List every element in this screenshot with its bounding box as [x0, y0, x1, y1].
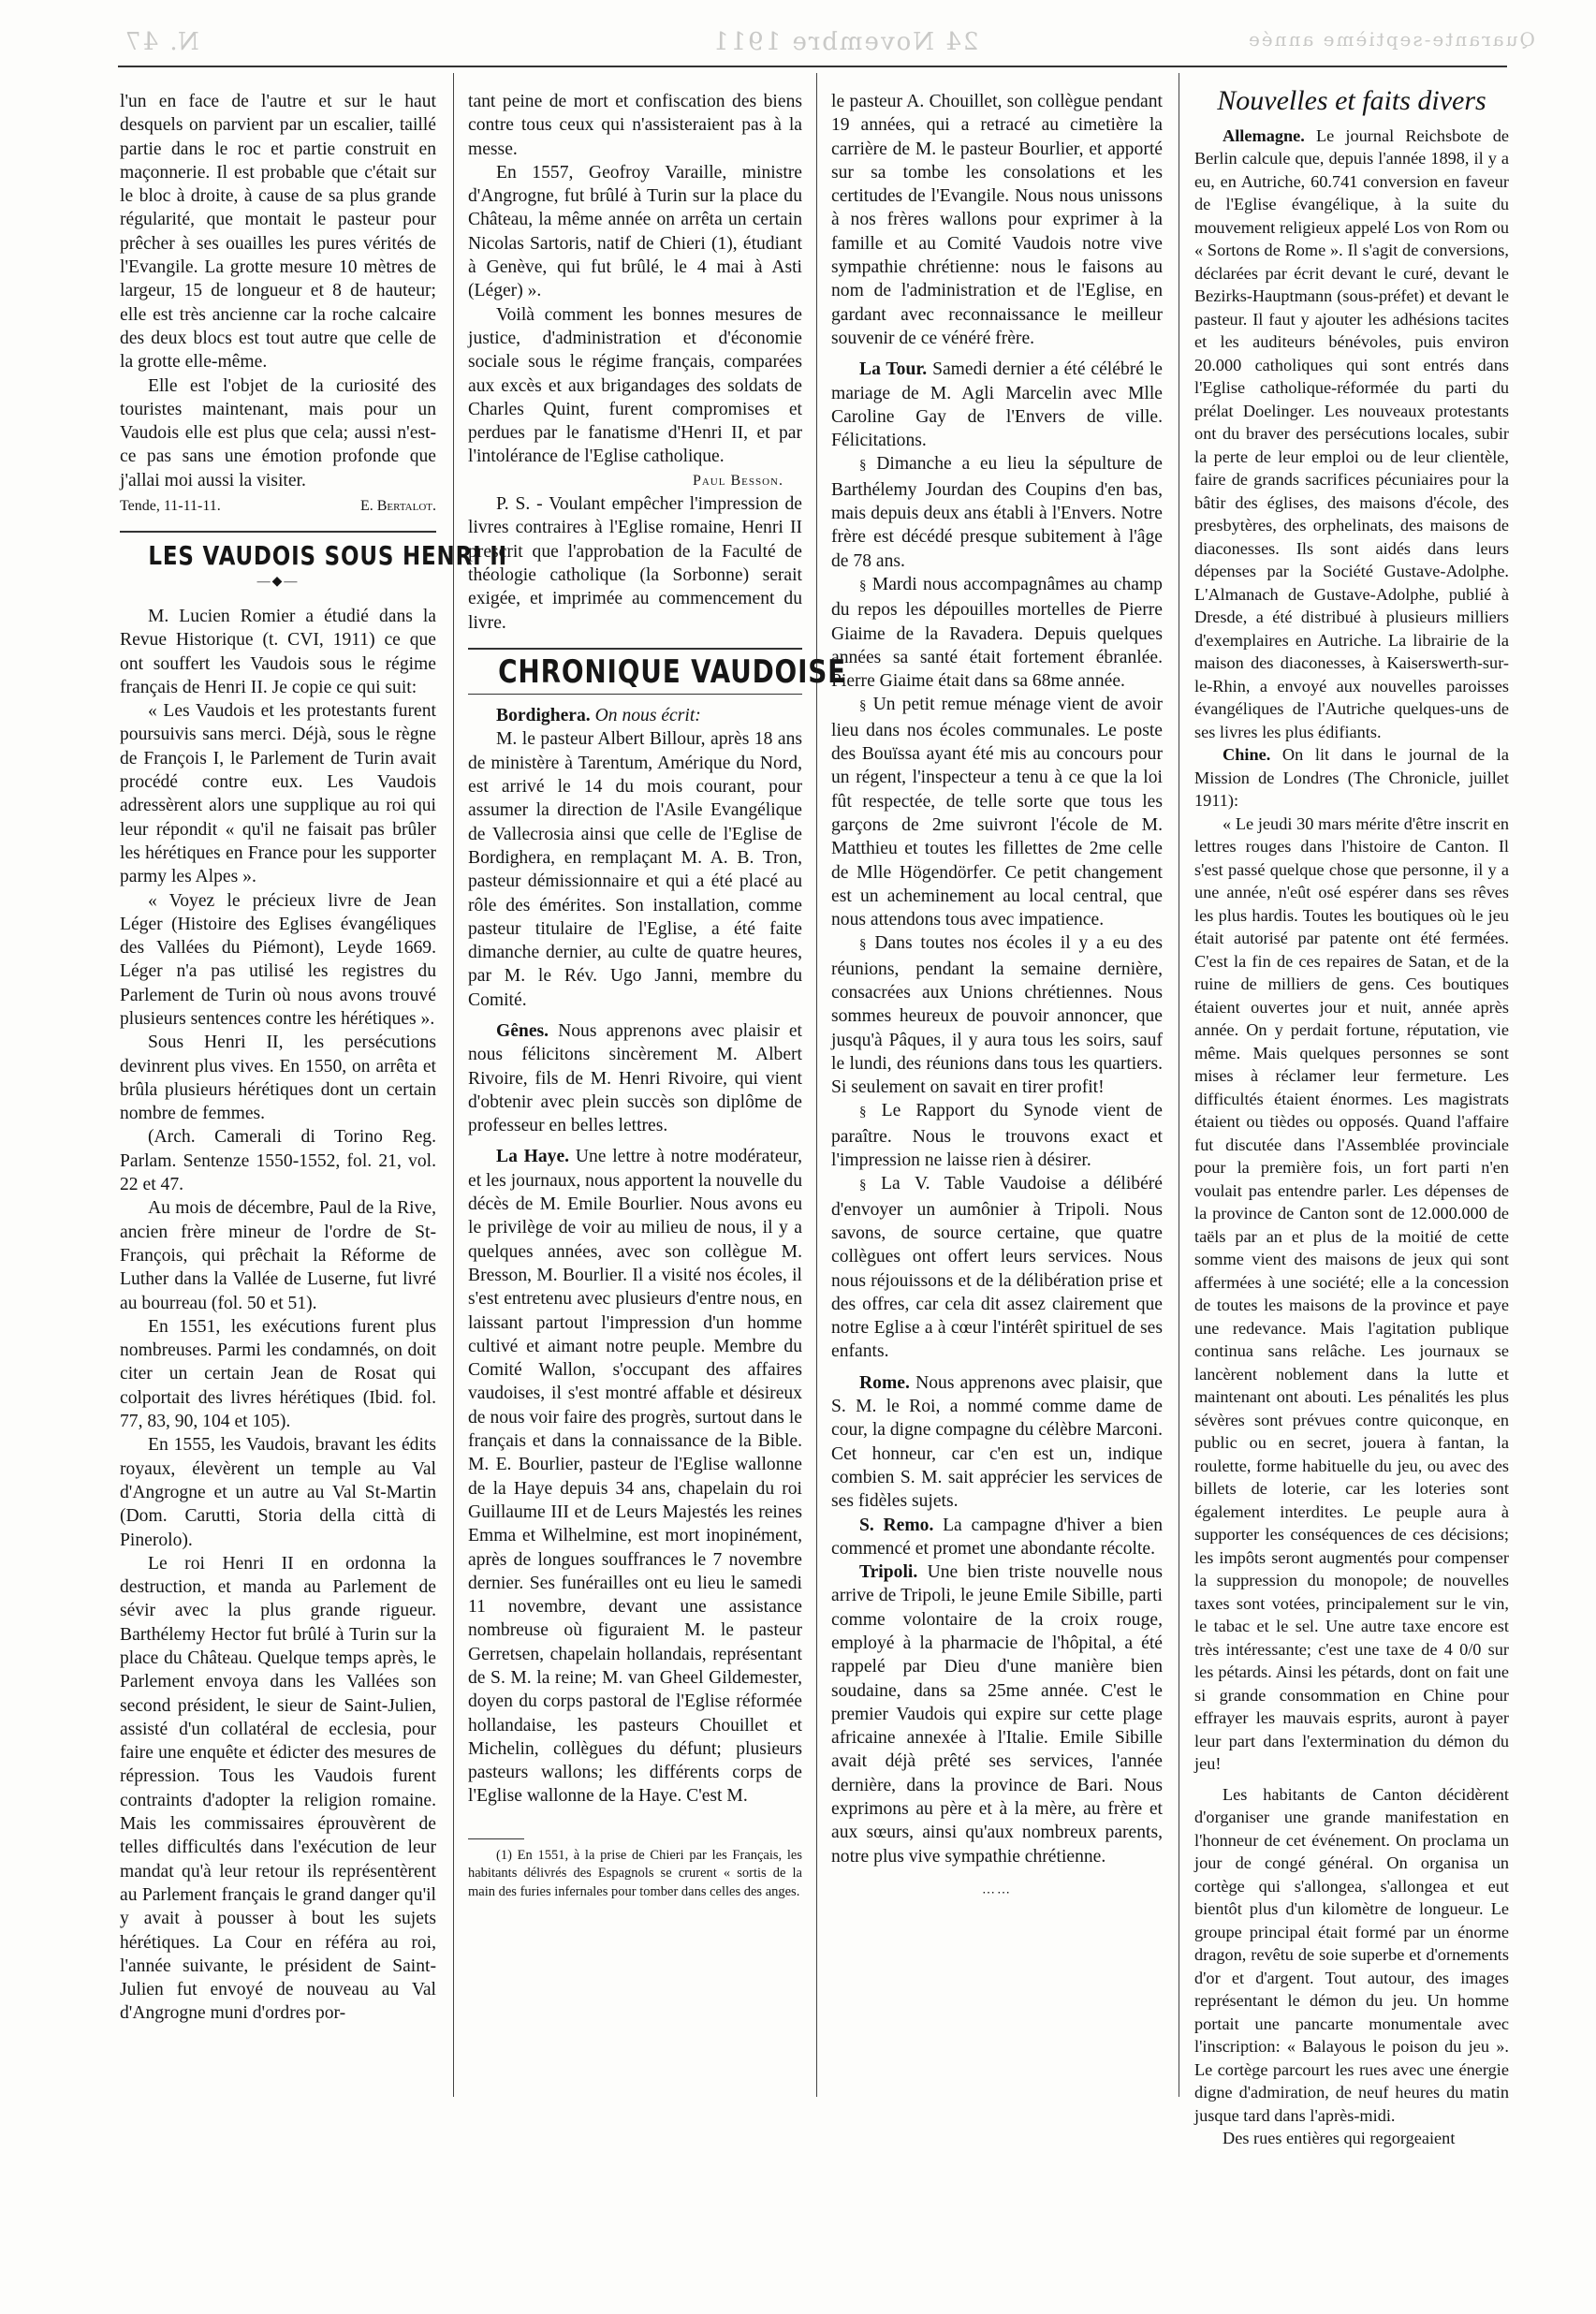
article-paragraph: En 1555, les Vaudois, bravant les édits royaux, élevèrent un temple au Val d'Angrogne et un autre au Val St-Martin (Dom. Carutti, Storia della città di Pinerolo). [120, 1435, 436, 1550]
section-rule [468, 648, 802, 650]
news-item [468, 704, 802, 727]
news-text: On lit dans le journal de la Mission de Londres (The Chronicle, juillet 1911): [1194, 745, 1510, 810]
news-item [468, 1019, 802, 1137]
news-lead: On nous écrit: [594, 706, 701, 726]
news-location: Gênes. [496, 1020, 549, 1041]
news-location: Allemagne. [1223, 125, 1305, 145]
signature-place: Tende, 11-11-11. [120, 498, 221, 515]
news-location: Tripoli. [859, 1562, 918, 1583]
news-item [831, 1371, 1163, 1514]
news-item [831, 1099, 1163, 1172]
section-rule [120, 531, 436, 533]
news-location: Chine. [1223, 745, 1271, 764]
news-item: Les habitants de Canton décidèrent d'organiser une grande manifestation en l'honneur de cet événement. On proclama un jour de congé général. On organisa un cortège qui s'allongea, s'allongea et eut bientôt plus d'un kilomètre de longueur. Le groupe principal était formé par un énorme dragon, revêtu de soie superbe et d'ornements d'or et d'argent. Tout autour, des images représentant le démon du jeu. Un homme portait une pancarte monumentale avec l'inscription: « Balayous le poison du jeu ». Le cortège parcourt les rues avec une énergie digne d'admiration, de neuf heures du matin jusque tard dans l'après-midi. [1194, 1784, 1509, 2125]
news-text: Dans toutes nos écoles il y a eu des réunions, pendant la semaine dernière, consacrées aux Unions chrétiennes. Nous sommes heureux de pouvoir annoncer, que jusqu'à Pâques, il y aura tous les soirs, sauf le lundi, des réunions dans tous les quartiers. Si seulement on savait en tirer profit! [831, 933, 1163, 1098]
column-1 [120, 90, 507, 2026]
issue-number-bleed: N. 47 [124, 28, 199, 56]
news-text: Mardi nous accompagnâmes au champ du repos les dépouilles mortelles de Pierre Giaime de la Ravadera. Depuis quelques années sa santé était fortement ébranlée. Pierre Giaime était dans sa 68me année. [831, 574, 1163, 692]
article-paragraph: Voilà comment les bonnes mesures de justice, d'administration et d'économie sociale sous le régime français, comparées aux excès et aux brigandages des soldats de Charles Quint, furent compromises et perdues par le fanatisme d'Henri II, et par l'intolérance de l'Eglise catholique. [468, 304, 802, 467]
news-item [1194, 743, 1509, 813]
title-ornament: —◆— [256, 574, 300, 589]
news-text: Un petit remue ménage vient de avoir lieu dans nos écoles communales. Le poste des Bouïssa ayant été mis au concours pour un régent, l'inspecteur a tenu à ce que la loi fût respectée, de telle sorte que tous les garçons de 2me suivront l'école de M. Matthieu et toutes les fillettes de 2me celle de Mlle Högendörfer. Ce petit changement est un acheminement au local central, que nous attendons tous avec impatience. [831, 695, 1163, 930]
article-paragraph: En 1551, les exécutions furent plus nombreuses. Parmi les condamnés, on doit citer un certain Jean de Rosat qui colportait des livres hérétiques (Ibid. fol. 77, 83, 90, 104 et 105). [120, 1316, 436, 1432]
news-item [831, 1560, 1163, 1868]
item-mark: § [859, 578, 867, 593]
news-item [831, 931, 1163, 1099]
article-signature: Paul Besson. [692, 472, 783, 489]
footnote-rule [468, 1838, 524, 1839]
news-quote: « Le jeudi 30 mars mérite d'être inscrit en lettres rouges dans l'histoire de Canton. Il s'est passé quelque chose que personne, il y a une année, n'eût osé espérer dans ses rêves les plus hardis. Toutes les boutiques où le jeu était autorisé par patente ont été fermées. C'est la fin de ces repaires de Satan, et de la ruine de milliers de gens. Ces boutiques étaient ouvertes jour et nuit, année après année. On y perdait fortune, réputation, vie même. Mais quelques personnes se sont mises à réclamer leur fermeture. Les difficultés étaient énormes. Les magistrats étaient ou tièdes ou opposés. Quand l'affaire fut discutée dans l'Assemblée provinciale pour la première fois, un fort parti n'en voulait pas entendre parler. Les dépenses de la province de Canton sont de 12.000.000 de taëls par an et plus de la moitié de cette somme vient des maisons de jeux qui sont affermées à une société; elle a la concession de toutes les maisons de la province et paye une redevance. Mais l'agitation publique continua sans relâche. Les journaux se lancèrent noblement dans la lutte et maintenant ont abouti. Les pénalités les plus sévères sont prévues contre quiconque, en public ou en secret, jouera à fantan, la roulette, forme habituelle du jeu, ou avec des billets de loterie, car les loteries sont également interdites. Le peuple aura à supporter les conséquences de ces décisions; les impôts seront augmentés pour compenser la suppression du monopole; de nouvelles taxes sont votées, principalement sur le vin, le tabac et le sel. Une autre taxe encore est très intéressante; c'est une taxe de 4 0/0 sur les pétards. Ainsi les pétards, dont on fait une si grande consommation en Chine pour effrayer les mauvais esprits, auront à payer leur part dans l'extermination du démon du jeu! [1194, 813, 1509, 1773]
news-location: La Tour. [859, 359, 928, 380]
news-text: Nous apprenons avec plaisir, que S. M. le Roi, a nommé comme dame de cour, la digne compagne du célèbre Marconi. Cet honneur, car c'en est un, indique combien S. M. sait apprécier les services de ses fidèles sujets. [831, 1372, 1163, 1512]
article-paragraph: Le roi Henri II en ordonna la destruction, et manda au Parlement de sévir avec la plus grande rigueur. Barthélemy Hector fut brûlé à Turin sur la place du Château. Quelque temps après, le Parlement envoya dans les Vallées son second président, le sieur de Saint-Julien, assisté d'un collatéral de ecclesia, pour faire une enquête et édicter des mesures de répression. Tous les Vaudois furent contraints d'adopter la religion romaine. Mais les commissaires éprouvèrent de telles difficultés dans l'exécution de leur mandat qu'à leur retour ils représentèrent au Parlement français le grand danger qu'il y avait à pousser à bout les sujets hérétiques. La Cour en référa au roi, l'année suivante, le président de Saint-Julien fut envoyé de nouveau au Val d'Angrogne muni d'ordres por- [120, 1553, 436, 2024]
column-4 [1194, 85, 1510, 2150]
article-paragraph: tant peine de mort et confiscation des biens contre tous ceux qui n'assisteraient pas à la messe. [468, 92, 802, 159]
column-divider [453, 73, 454, 2097]
news-text: Nous apprenons avec plaisir et nous félicitons sincèrement M. Albert Rivoire, fils de M. Henri Rivoire, qui vient d'obtenir avec plein succès son diplôme de professeur en belles lettres. [468, 1020, 802, 1136]
article-paragraph: M. Lucien Romier a étudié dans la Revue Historique (t. CVI, 1911) ce que ont souffert les Vaudois sous le régime français de Henri II. Je copie ce qui suit: [120, 606, 436, 697]
article-paragraph: l'un en face de l'autre et sur le haut desquels on parvient par un escalier, taillé partie dans le roc et partie construit en maçonnerie. Il est probable que c'était sur le bloc à droite, à cause de sa plus grande régularité, que montait le pasteur pour prêcher à ses ouailles les pures vérités de l'Evangile. La grotte mesure 10 mètres de largeur, 15 de longueur et 8 de hauteur; elle est très ancienne car la roche calcaire des deux blocs est tout autre que celle de la grotte elle-même. [120, 92, 436, 373]
news-text: Une lettre à notre modérateur, et les journaux, nous apportent la nouvelle du décès de M. Emile Bourlier. Nous avons eu le privilège de voir au milieu de nous, il y a quelques années, avec son collègue M. Bresson, M. Bourlier. Il a visité nos écoles, il s'est entretenu avec plusieurs d'entre nous, en laissant partout l'impression d'un homme cultivé et aimant notre peuple. Membre du Comité Wallon, s'occupant des affaires vaudoises, il s'est montré affable et désireux de nous voir faire des progrès, surtout dans le français et dans la connaissance de la Bible. M. E. Bourlier, pasteur de l'Eglise wallonne de la Haye depuis 34 ans, chapelain du roi Guillaume III et de Leurs Majestés les reines Emma et Wilhelmine, est mort inopinément, après de longues souffrances le 7 novembre dernier. Ses funérailles ont eu lieu le samedi 11 novembre, devant une assistance nombreuse où figuraient M. le pasteur Gerretsen, chapelain hollandais, représentant de S. M. la reine; M. van Gheel Gildemester, doyen du corps pastoral de l'Eglise réformée hollandaise, les pasteurs Chouillet et Michelin, collègues du défunt; plusieurs pasteurs wallons; les différents corps de l'Eglise wallonne de la Haye. C'est M. [468, 1147, 802, 1807]
article-paragraph: Au mois de décembre, Paul de la Rive, ancien frère mineur de l'ordre de St-François, qui prêchait la Réforme de Luther dans la Vallée de Luserne, fut livré au bourreau (fol. 50 et 51). [120, 1198, 436, 1313]
news-text: Dimanche a eu lieu la sépulture de Barthélemy Jourdan des Coupins d'en bas, mais depuis deux ans établi à l'Envers. Notre frère est décédé presque subitement à l'âge de 78 ans. [831, 454, 1164, 571]
year-bleed: Quarante-septième année [1247, 28, 1535, 51]
date-bleed: 24 Novembre 1911 [711, 28, 979, 56]
news-item [831, 573, 1163, 693]
section-rule [468, 694, 802, 695]
news-text: La campagne d'hiver a bien commencé et promet une abondante récolte. [831, 1515, 1163, 1559]
item-mark: § [859, 458, 867, 474]
signature-author: E. Bertalot. [359, 498, 436, 515]
header-rule [118, 66, 1507, 67]
news-item [831, 452, 1163, 572]
page-header-bleed [0, 28, 1596, 66]
news-item [831, 1514, 1163, 1561]
section-title: CHRONIQUE VAUDOISE [498, 652, 847, 691]
news-item [831, 1172, 1163, 1363]
news-item [831, 693, 1163, 931]
column-divider [816, 73, 817, 2097]
column-3 [831, 90, 1163, 1905]
article-paragraph: (Arch. Camerali di Torino Reg. Parlam. Sentenze 1550-1552, fol. 21, vol. 22 et 47. [120, 1127, 436, 1195]
news-location: Bordighera. [496, 706, 591, 726]
article-paragraph: P. S. - Voulant empêcher l'impression de livres contraires à l'Eglise romaine, Henri II prescrit que l'approbation de la Faculté de théologie catholique (la Sorbonne) serait exigée, et imprimée au commencement du livre. [468, 494, 802, 633]
item-mark: § [859, 1105, 867, 1120]
article-paragraph: « Voyez le précieux livre de Jean Léger (Histoire des Eglises évangéliques des Vallées du Piémont), Leyde 1669. Léger n'a pas utilisé les registres du Parlement de Turin où nous avons trouvé plusieurs sentences contre les hérétiques ». [120, 890, 436, 1029]
news-text: Une bien triste nouvelle nous arrive de Tripoli, le jeune Emile Sibille, parti comme volontaire de la croix rouge, employé à la pharmacie de l'hôpital, a été rappelé par Dieu d'une manière bien soudaine, dans sa 25me année. C'est le premier Vaudois qui expire sur cette plage africaine annexée à l'Italie. Emile Sibille avait déjà prêté ses services, l'année dernière, dans la province de Bari. Nous exprimons au père et à la mère, au frère et aux sœurs, ainsi qu'aux nombreux parents, notre plus vive sympathie chrétienne. [831, 1562, 1163, 1867]
news-text: La V. Table Vaudoise a délibéré d'envoyer un aumônier à Tripoli. Nous savons, de source certaine, que quatre collègues ont offert leurs services. Nous nous réjouissons et de la délibération prise et des offres, car cela dit assez clairement que notre Eglise a à cœur l'intérêt spirituel de ses enfants. [831, 1174, 1163, 1362]
article-paragraph: Elle est l'objet de la curiosité des touristes maintenant, mais pour un Vaudois elle est plus que cela; aussi n'est-ce pas sans une émotion profonde que j'allai moi aussi la visiter. [120, 375, 436, 491]
item-mark: § [859, 698, 867, 714]
news-item [468, 1145, 802, 1808]
news-item [831, 358, 1163, 452]
news-location: S. Remo. [859, 1515, 934, 1535]
news-text: Le journal Reichsbote de Berlin calcule que, depuis l'année 1898, il y a eu, en Autriche, 60.741 conversion en faveur de l'Eglise évangélique, à la suite du mouvement religieux appelé Los von Rom ou « Sortons de Rome ». Il s'agit de conversions, déclarées par écrit devant le curé, devant le Bezirks-Hauptmann (sous-préfet) et devant le pasteur. Il faut y ajouter les adhésions tacites et les auditeurs bénévoles, puis environ 20.000 catholiques qui sont entrés dans l'Eglise catholique-réformée du parti du prélat Doelinger. Les nouveaux protestants ont du braver des persécutions locales, subir la perte de leur emploi ou de leur clientèle, faire de grands sacrifices pécuniaires pour la bâtir des églises, des maisons d'école, des presbytères, des orphelinats, des maisons de diaconesses. Ils sont aidés dans leurs dépenses par la Société Gustave-Adolphe. L'Almanach de Gustave-Adolphe, publié à Dresde, a été distribué à plusieurs milliers d'exemplaires en Autriche. La librairie de la maison des diaconesses, à Kaiserswerth-sur-le-Rhin, a envoyé aux nouvelles paroisses évangéliques de l'Autriche quelques-uns de ses livres les plus édifiants. [1194, 125, 1509, 741]
article-title: LES VAUDOIS SOUS HENRI II [148, 540, 507, 572]
section-title: Nouvelles et faits divers [1217, 85, 1486, 116]
news-item: Des rues entières qui regorgeaient [1223, 2129, 1456, 2147]
footnote: (1) En 1551, à la prise de Chieri par les Français, les habitants délivrés des Espagnols se crurent « sortis de la main des furies infernales pour tomber dans celles des anges. [468, 1847, 802, 1899]
article-paragraph: En 1557, Geofroy Varaille, ministre d'Angrogne, fut brûlé à Turin sur la place du Château, la même année on arrêta un certain Nicolas Sartoris, natif de Chieri (1), étudiant à Genève, qui fut brûlé, le 4 mai à Asti (Léger) ». [468, 162, 802, 301]
item-mark: § [859, 937, 867, 953]
column-2 [468, 90, 847, 1901]
news-text: Samedi dernier a été célébré le mariage de M. Agli Marcelin avec Mlle Caroline Gay de l'Envers de ville. Félicitations. [831, 359, 1163, 451]
article-paragraph: « Les Vaudois et les protestants furent poursuivis sans merci. Déjà, sous le règne de François I, le Parlement de Turin avait procédé contre eux. Les Vaudois adressèrent alors une supplique au roi qui leur répondit « qu'il ne faisait pas brûler les hérétiques en France pour les supporter parmy les Alpes ». [120, 701, 436, 887]
news-text: Le Rapport du Synode vient de paraître. Nous le trouvons exact et l'impression ne laisse rien à désirer. [831, 1101, 1163, 1171]
news-location: La Haye. [496, 1147, 570, 1167]
news-location: Rome. [859, 1372, 910, 1393]
end-ornament: ⋯⋯ [982, 1885, 1012, 1900]
news-item: le pasteur A. Chouillet, son collègue pendant 19 années, qui a retracé au cimetière la carrière de M. le pasteur Bourlier, et apporté sur sa tombe les consolations et les certitudes de l'Evangile. Nous nous unissons à nos frères wallons pour exprimer à la famille et au Comité Vaudois notre vive sympathie chrétienne: nous le faisons au nom de l'administration et de l'Eglise, en gardant avec reconnaissance le meilleur souvenir de ce vénéré frère. [831, 92, 1163, 348]
item-mark: § [859, 1178, 867, 1194]
news-item: M. le pasteur Albert Billour, après 18 ans de ministère à Tarentum, Amérique du Nord, est arrivé le 14 du mois courant, pour assumer la direction de l'Asile Evangélique de Vallecrosia ainsi que celle de l'Eglise de Bordighera, en remplaçant M. A. B. Tron, pasteur démissionnaire et qui a été placé au rôle des émérites. Son installation, comme pasteur titulaire de l'Eglise, a été faite dimanche dernier, au culte de quatre heures, par M. le Rév. Ugo Janni, membre du Comité. [468, 729, 802, 1010]
article-signature [120, 494, 436, 518]
news-item [1194, 124, 1509, 744]
article-paragraph: Sous Henri II, les persécutions devinrent plus vives. En 1550, on arrêta et brûla plusieurs hérétiques dont un certain nombre de femmes. [120, 1033, 436, 1124]
